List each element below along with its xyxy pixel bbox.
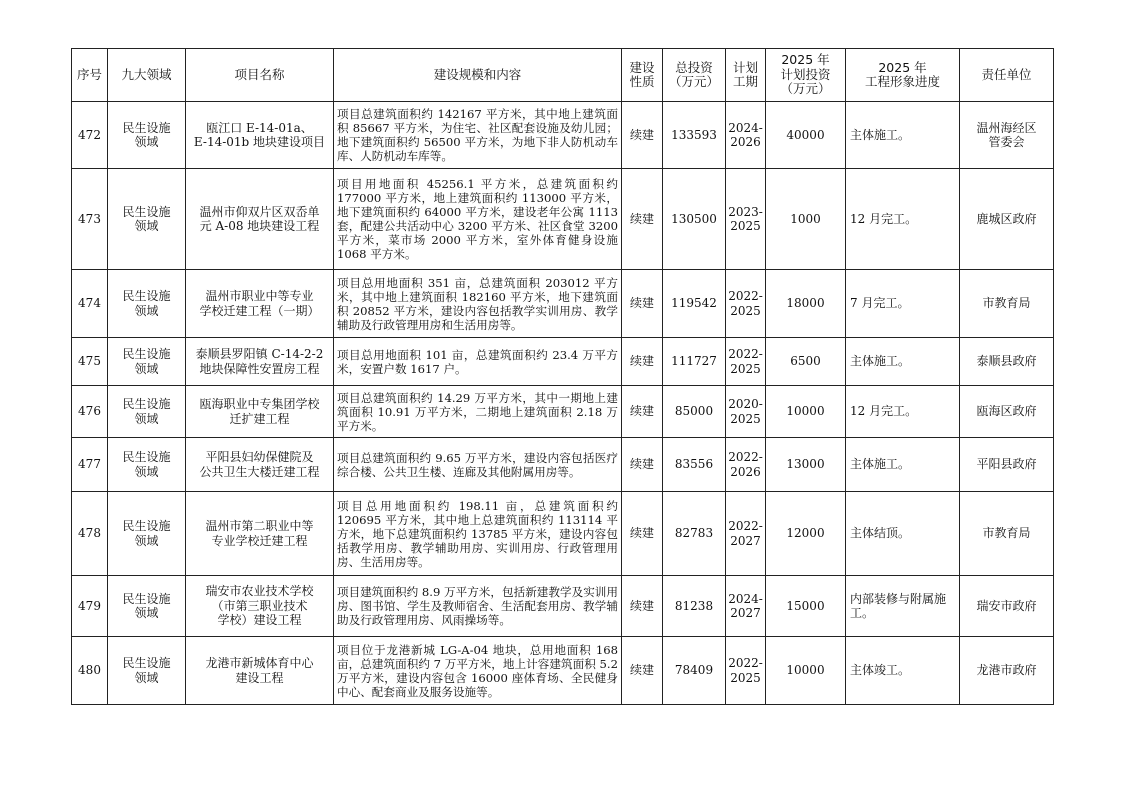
cell-progress: 12 月完工。 [846,386,960,438]
cell-unit: 平阳县政府 [960,438,1054,492]
cell-domain: 民生设施 领域 [108,270,186,338]
cell-nature: 续建 [622,338,663,386]
cell-plan: 10000 [766,637,846,705]
cell-scale: 项目建筑面积约 8.9 万平方米，包括新建教学及实训用房、图书馆、学生及教师宿舍、生活配套用房、教学辅助及行政管理用房、风雨操场等。 [334,576,622,637]
cell-total: 85000 [663,386,726,438]
cell-domain: 民生设施 领域 [108,102,186,169]
cell-plan: 18000 [766,270,846,338]
header-nature: 建设 性质 [622,49,663,102]
cell-seq: 478 [72,492,108,576]
cell-total: 78409 [663,637,726,705]
cell-total: 130500 [663,169,726,270]
cell-name: 瑞安市农业技术学校 （市第三职业技术 学校）建设工程 [186,576,334,637]
cell-nature: 续建 [622,492,663,576]
header-period: 计划 工期 [726,49,766,102]
cell-nature: 续建 [622,637,663,705]
table-row [72,576,1054,637]
cell-nature: 续建 [622,576,663,637]
cell-name: 温州市第二职业中等 专业学校迁建工程 [186,492,334,576]
cell-total: 119542 [663,270,726,338]
cell-period: 2022- 2025 [726,637,766,705]
cell-period: 2020- 2025 [726,386,766,438]
cell-unit: 龙港市政府 [960,637,1054,705]
cell-name: 温州市仰双片区双岙单 元 A-08 地块建设工程 [186,169,334,270]
cell-plan: 13000 [766,438,846,492]
cell-name: 瓯江口 E-14-01a、 E-14-01b 地块建设项目 [186,102,334,169]
cell-period: 2024- 2027 [726,576,766,637]
table-row [72,637,1054,705]
cell-seq: 472 [72,102,108,169]
cell-scale: 项目总建筑面积约 9.65 万平方米，建设内容包括医疗综合楼、公共卫生楼、连廊及其他附属用房等。 [334,438,622,492]
cell-total: 83556 [663,438,726,492]
cell-total: 111727 [663,338,726,386]
cell-scale: 项目总用地面积 351 亩，总建筑面积 203012 平方米，其中地上建筑面积 182160 平方米，地下建筑面积 20852 平方米，建设内容包括教学实训用房、教学辅助及行政管理用房和生活用房等。 [334,270,622,338]
cell-plan: 15000 [766,576,846,637]
cell-plan: 12000 [766,492,846,576]
cell-nature: 续建 [622,438,663,492]
table-row [72,270,1054,338]
cell-progress: 主体施工。 [846,438,960,492]
header-total: 总投资 （万元） [663,49,726,102]
cell-total: 82783 [663,492,726,576]
cell-domain: 民生设施 领域 [108,338,186,386]
header-row [72,49,1054,102]
cell-scale: 项目总建筑面积约 142167 平方米，其中地上建筑面积 85667 平方米，为住宅、社区配套设施及幼儿园；地下建筑面积约 56500 平方米，为地下非人防机动车库、人防机动车库等。 [334,102,622,169]
cell-scale: 项目总用地面积 101 亩，总建筑面积约 23.4 万平方米，安置户数 1617 户。 [334,338,622,386]
table-row [72,438,1054,492]
cell-total: 133593 [663,102,726,169]
cell-name: 瓯海职业中专集团学校 迁扩建工程 [186,386,334,438]
cell-scale: 项目总建筑面积约 14.29 万平方米，其中一期地上建筑面积 10.91 万平方米，二期地上建筑面积 2.18 万平方米。 [334,386,622,438]
cell-seq: 480 [72,637,108,705]
header-progress: 2025 年 工程形象进度 [846,49,960,102]
cell-nature: 续建 [622,102,663,169]
cell-seq: 475 [72,338,108,386]
header-domain: 九大领域 [108,49,186,102]
cell-plan: 1000 [766,169,846,270]
cell-progress: 主体竣工。 [846,637,960,705]
project-table [71,48,1054,705]
header-plan: 2025 年 计划投资 （万元） [766,49,846,102]
cell-unit: 市教育局 [960,492,1054,576]
cell-name: 平阳县妇幼保健院及 公共卫生大楼迁建工程 [186,438,334,492]
cell-period: 2024- 2026 [726,102,766,169]
cell-unit: 瓯海区政府 [960,386,1054,438]
cell-nature: 续建 [622,386,663,438]
table-row [72,338,1054,386]
header-scale: 建设规模和内容 [334,49,622,102]
cell-domain: 民生设施 领域 [108,438,186,492]
cell-progress: 7 月完工。 [846,270,960,338]
cell-period: 2022- 2026 [726,438,766,492]
table-row [72,492,1054,576]
cell-progress: 内部装修与附属施工。 [846,576,960,637]
cell-domain: 民生设施 领域 [108,169,186,270]
cell-progress: 主体施工。 [846,338,960,386]
cell-domain: 民生设施 领域 [108,386,186,438]
table-row [72,102,1054,169]
cell-total: 81238 [663,576,726,637]
cell-scale: 项目总用地面积约 198.11 亩，总建筑面积约 120695 平方米，其中地上总建筑面积约 113114 平方米，地下总建筑面积约 13785 平方米，建设内容包括教学用房、教学辅助用房、实训用房、行政管理用房、生活用房等。 [334,492,622,576]
cell-seq: 474 [72,270,108,338]
cell-period: 2022- 2027 [726,492,766,576]
cell-plan: 40000 [766,102,846,169]
cell-name: 泰顺县罗阳镇 C-14-2-2 地块保障性安置房工程 [186,338,334,386]
cell-seq: 473 [72,169,108,270]
cell-plan: 10000 [766,386,846,438]
header-seq: 序号 [72,49,108,102]
cell-domain: 民生设施 领域 [108,576,186,637]
cell-scale: 项目用地面积 45256.1 平方米，总建筑面积约 177000 平方米，地上建筑面积约 113000 平方米，地下建筑面积约 64000 平方米，建设老年公寓 1113 套，配建公共活动中心 3200 平方米、社区食堂 3200 平方米，菜市场 2000 平方米，室外体育健身设施 1068 平方米。 [334,169,622,270]
cell-seq: 476 [72,386,108,438]
cell-unit: 市教育局 [960,270,1054,338]
cell-nature: 续建 [622,270,663,338]
cell-name: 温州市职业中等专业 学校迁建工程（一期） [186,270,334,338]
table-row [72,169,1054,270]
cell-seq: 479 [72,576,108,637]
cell-nature: 续建 [622,169,663,270]
table-body [72,102,1054,705]
cell-domain: 民生设施 领域 [108,637,186,705]
cell-unit: 泰顺县政府 [960,338,1054,386]
cell-domain: 民生设施 领域 [108,492,186,576]
cell-name: 龙港市新城体育中心 建设工程 [186,637,334,705]
cell-unit: 鹿城区政府 [960,169,1054,270]
table-row [72,386,1054,438]
cell-progress: 主体施工。 [846,102,960,169]
cell-scale: 项目位于龙港新城 LG-A-04 地块，总用地面积 168 亩，总建筑面积约 7 万平方米，地上计容建筑面积 5.2 万平方米，建设内容包含 16000 座体育场、全民健身中心、配套商业及服务设施等。 [334,637,622,705]
cell-period: 2022- 2025 [726,338,766,386]
cell-plan: 6500 [766,338,846,386]
cell-unit: 瑞安市政府 [960,576,1054,637]
header-unit: 责任单位 [960,49,1054,102]
cell-seq: 477 [72,438,108,492]
header-name: 项目名称 [186,49,334,102]
cell-unit: 温州海经区 管委会 [960,102,1054,169]
cell-period: 2023- 2025 [726,169,766,270]
cell-progress: 主体结顶。 [846,492,960,576]
cell-period: 2022- 2025 [726,270,766,338]
cell-progress: 12 月完工。 [846,169,960,270]
